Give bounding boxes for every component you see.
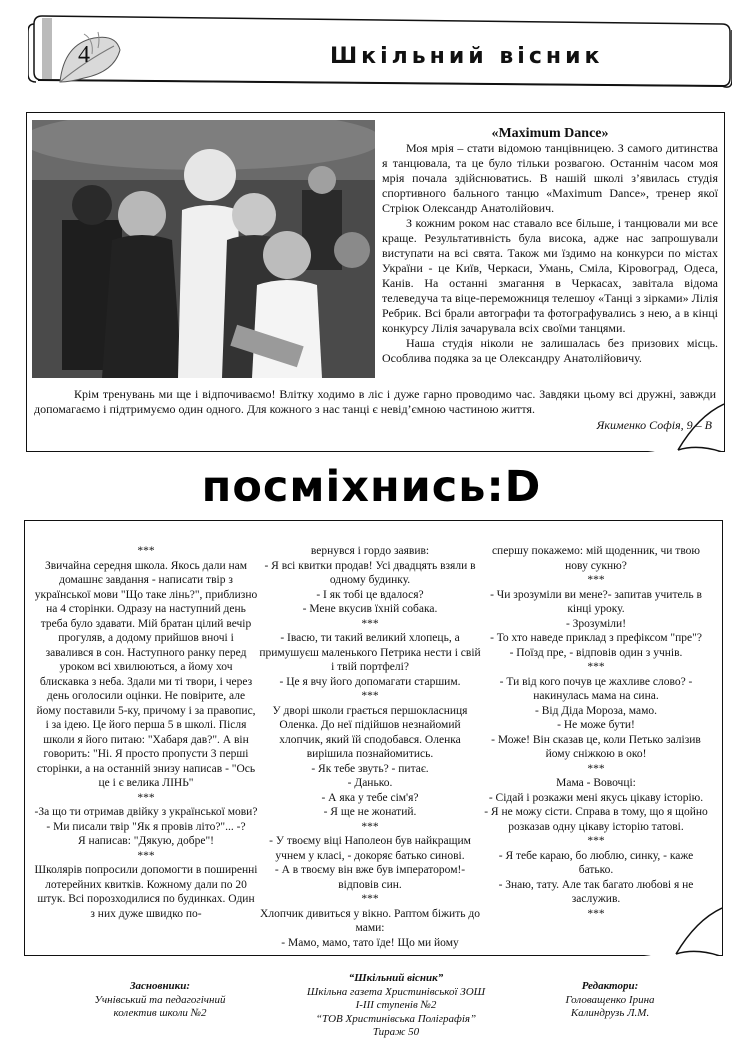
- article-paragraph: Наша студія ніколи не залишалась без призових місць. Особлива подяка за це Олександру Анатолійовичу.: [382, 336, 718, 365]
- joke-line: - Чи зрозуміли ви мене?- запитав учитель в кінці уроку.: [490, 588, 702, 615]
- joke-line: - Знаю, тату. Але так багато любові я не заслужив.: [498, 878, 694, 905]
- joke-line: - У твоєму віці Наполеон був найкращим учнем у класі, - докоряє батько синові.: [269, 835, 471, 862]
- joke-line: - Зрозуміли!: [565, 617, 627, 630]
- paper-line: “ТОВ Христинівська Поліграфія”: [315, 1012, 477, 1025]
- joke-line: ***: [361, 893, 379, 905]
- page-number: 4: [78, 42, 90, 68]
- founders-block: [60, 980, 260, 1021]
- joke-line: ***: [361, 820, 379, 833]
- article-paragraph: З кожним роком нас ставало все більше, і танцювали ми все краще. Результативність була висока, адже нас запрошували виступати на всі свята. Також ми їздимо на конкурси по містах України - це Київ, Черкаси, Умань, Сміла, Кіровоград, Одеса, Канів. На останні змагання в Черкасах, завітала відома телеведуча та віце-переможниця телешоу «Танці з зірками» Лілія Ребрик. Всі брали автографи та фотографувались з нею, а в кінці конкурсу Лілія зачарувала всіх своїми танцями.: [382, 216, 718, 335]
- joke-line: ***: [361, 690, 379, 702]
- article-body: [382, 141, 718, 366]
- joke-line: - Від Діда Мороза, мамо.: [535, 704, 657, 717]
- paper-line: Шкільна газета Христинівської ЗОШ: [306, 985, 486, 998]
- joke-line: - І як тобі це вдалося?: [316, 588, 424, 601]
- editors-title: Редактори:: [581, 980, 639, 992]
- jokes-column-1: [34, 544, 258, 921]
- joke-line: Школярів попросили допомогти в поширенні лотерейних квитків. Кожному дали по 20 штук. Всі порозходилися по будинках. Один з них дуже швидко по-: [34, 864, 258, 920]
- joke-line: Мама - Вовочці:: [556, 777, 636, 789]
- joke-line: - Івасю, ти такий великий хлопець, а примушуєш маленького Петрика нести і свій і твій портфелі?: [259, 632, 481, 673]
- paper-line: І-ІІІ ступенів №2: [355, 999, 437, 1011]
- joke-line: - Поїзд пре, - відповів один з учнів.: [509, 646, 683, 659]
- joke-line: Звичайна середня школа. Якось дали нам домашнє завдання - написати твір з української мови "Що таке лінь?", приблизно на 4 сторінки. Одразу на наступний день треба було здавати. Мій братан цілий вечір прогуляв, а додому прийшов вночі і завалився в сон. Наступного ранку перед уроком всі хвилюються, а йому хоч блискавка з неба. Здали ми ті твори, і через день оголосили оцінки. Не повірите, але йому поставили 5-ку, причому і за правопис, і за ідею. Це його перша 5 в школі. Після школи я його питаю: "Хабаря дав?". А він говорить: "Ні. Я просто пропусти 3 перші сторінки, а на останній знизу написав - "Ось це і є велика ЛІНЬ": [34, 559, 258, 789]
- founders-title: Засновники:: [129, 980, 191, 992]
- joke-line: вернувся і гордо заявив:: [310, 545, 430, 557]
- joke-line: - Я не можу сісти. Справа в тому, що я щойно розказав одну цікаву історію татові.: [484, 806, 708, 833]
- joke-line: - Не може бути!: [557, 719, 635, 731]
- joke-line: - Як тебе звуть? - питає.: [311, 762, 429, 775]
- joke-line: -За що ти отримав двійку з української мови?: [34, 806, 258, 818]
- paper-line: Тираж 50: [372, 1026, 420, 1038]
- joke-line: - А яка у тебе сім'я?: [321, 791, 419, 804]
- joke-line: - Я всі квитки продав! Усі двадцять взяли в одному будинку.: [264, 559, 476, 586]
- joke-line: ***: [587, 835, 605, 847]
- section-title: посміхнись:D: [201, 462, 542, 512]
- joke-line: ***: [137, 849, 155, 862]
- jokes-column-2: [258, 544, 482, 950]
- joke-line: - Ти від кого почув це жахливе слово? - накинулась мама на сина.: [499, 675, 693, 702]
- joke-line: ***: [137, 545, 155, 557]
- jokes-column-3: [484, 544, 708, 921]
- article-author: Якименко Софія, 9 – В: [596, 418, 712, 432]
- joke-line: - То хто наведе приклад з префіксом "пре"?: [490, 632, 702, 644]
- joke-line: - Може! Він сказав це, коли Петько залізив йому сніжкою в око!: [491, 733, 701, 760]
- joke-line: У дворі школи грається першокласниця Оленка. До неї підійшов незнайомий хлопчик, який їй сподобався. Оленка вирішила познайомитись.: [272, 704, 468, 760]
- joke-line: - Данько.: [347, 777, 393, 789]
- paper-name: “Шкільний вісник”: [348, 972, 444, 984]
- joke-line: ***: [587, 762, 605, 775]
- editors-line: Калиндрузь Л.М.: [570, 1007, 650, 1019]
- joke-line: Хлопчик дивиться у вікно. Раптом біжить до мами:: [260, 907, 480, 934]
- newspaper-title: Шкільний вісник: [330, 44, 604, 69]
- joke-line: ***: [587, 907, 605, 920]
- joke-line: Я написав: "Дякую, добре"!: [78, 835, 214, 847]
- joke-line: - Я ще не жонатий.: [323, 806, 417, 818]
- joke-line: - А в твоєму він вже був імператором!- відповів син.: [274, 864, 466, 891]
- editors-block: [530, 980, 690, 1021]
- joke-line: - Я тебе караю, бо люблю, синку, - каже батько.: [498, 849, 694, 876]
- editors-line: Головащенко Ірина: [565, 993, 655, 1006]
- joke-line: - Мамо, мамо, тато їде! Що ми йому: [281, 936, 459, 949]
- founders-line: колектив школи №2: [113, 1007, 207, 1019]
- article-closing-text: Крім тренувань ми ще і відпочиваємо! Влітку ходимо в ліс і дуже гарно проводимо час. Завдяки цьому всі дружні, завжди допомагаємо і підтримуємо один одного. Для кожного з нас танці є невід’ємною частиною життя.: [34, 387, 716, 416]
- article-closing: [34, 387, 716, 417]
- joke-line: - Ми писали твір "Як я провів літо?"... -?: [46, 820, 246, 833]
- article-title: «Maximum Dance»: [491, 126, 609, 141]
- joke-line: - Сідай і розкажи мені якусь цікаву історію.: [488, 791, 704, 804]
- founders-line: Учнівський та педагогічний: [94, 993, 226, 1006]
- article-paragraph: Моя мрія – стати відомою танцівницею. З самого дитинства я танцювала, та це було тільки розвагою. Останнім часом моя мрія почала здійснюватись. В нашій школі з’явилась студія спортивного бального танцю «Maximum Dance», тренер якої Стріюк Олександр Анатолійович.: [382, 141, 718, 215]
- joke-line: спершу покажемо: мій щоденник, чи твою нову сукню?: [491, 545, 701, 572]
- joke-line: ***: [587, 574, 605, 586]
- joke-line: ***: [361, 617, 379, 630]
- joke-line: ***: [587, 661, 605, 673]
- publication-info: [296, 972, 496, 1040]
- joke-line: ***: [137, 791, 155, 804]
- joke-line: - Мене вкусив їхній собака.: [302, 603, 438, 615]
- joke-line: - Це я вчу його допомагати старшим.: [279, 675, 461, 688]
- dance-photo: [32, 120, 375, 378]
